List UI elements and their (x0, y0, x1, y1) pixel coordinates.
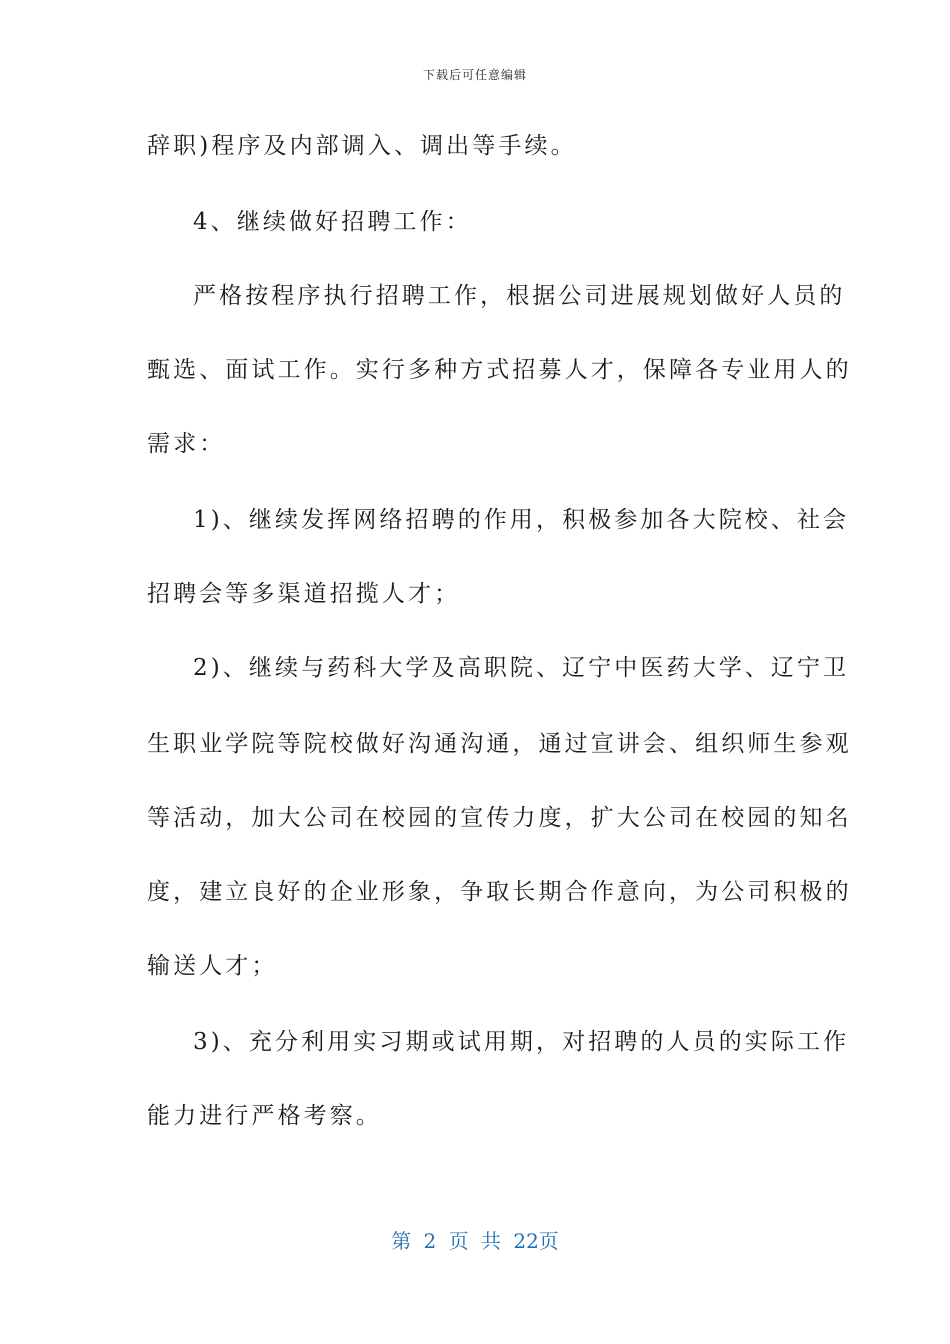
list-item-2-line: 等活动，加大公司在校园的宣传力度，扩大公司在校园的知名 (147, 805, 852, 831)
list-item-1-line: 招聘会等多渠道招揽人才； (147, 581, 461, 607)
body-line: 辞职)程序及内部调入、调出等手续。 (147, 133, 577, 159)
list-item-2-line: 输送人才； (147, 953, 278, 979)
list-item-3-line: 能力进行严格考察。 (147, 1103, 382, 1129)
list-item-3-line: 3)、充分利用实习期或试用期，对招聘的人员的实际工作 (193, 1029, 850, 1055)
list-item-1-line: 1)、继续发挥网络招聘的作用，积极参加各大院校、社会 (193, 507, 850, 533)
list-item-2-line: 2)、继续与药科大学及高职院、辽宁中医药大学、辽宁卫 (193, 655, 850, 681)
page-header: 下载后可任意编辑 (422, 68, 527, 82)
list-item-2-line: 生职业学院等院校做好沟通沟通，通过宣讲会、组织师生参观 (147, 731, 852, 757)
body-line: 需求： (147, 431, 226, 457)
body-line: 甄选、面试工作。实行多种方式招募人才，保障各专业用人的 (147, 357, 852, 383)
body-line: 严格按程序执行招聘工作，根据公司进展规划做好人员的 (193, 283, 846, 309)
page-number: 第 2 页 共 22页 (391, 1229, 559, 1253)
list-item-2-line: 度，建立良好的企业形象，争取长期合作意向，为公司积极的 (147, 879, 852, 905)
section-heading: 4、继续做好招聘工作： (193, 209, 472, 235)
